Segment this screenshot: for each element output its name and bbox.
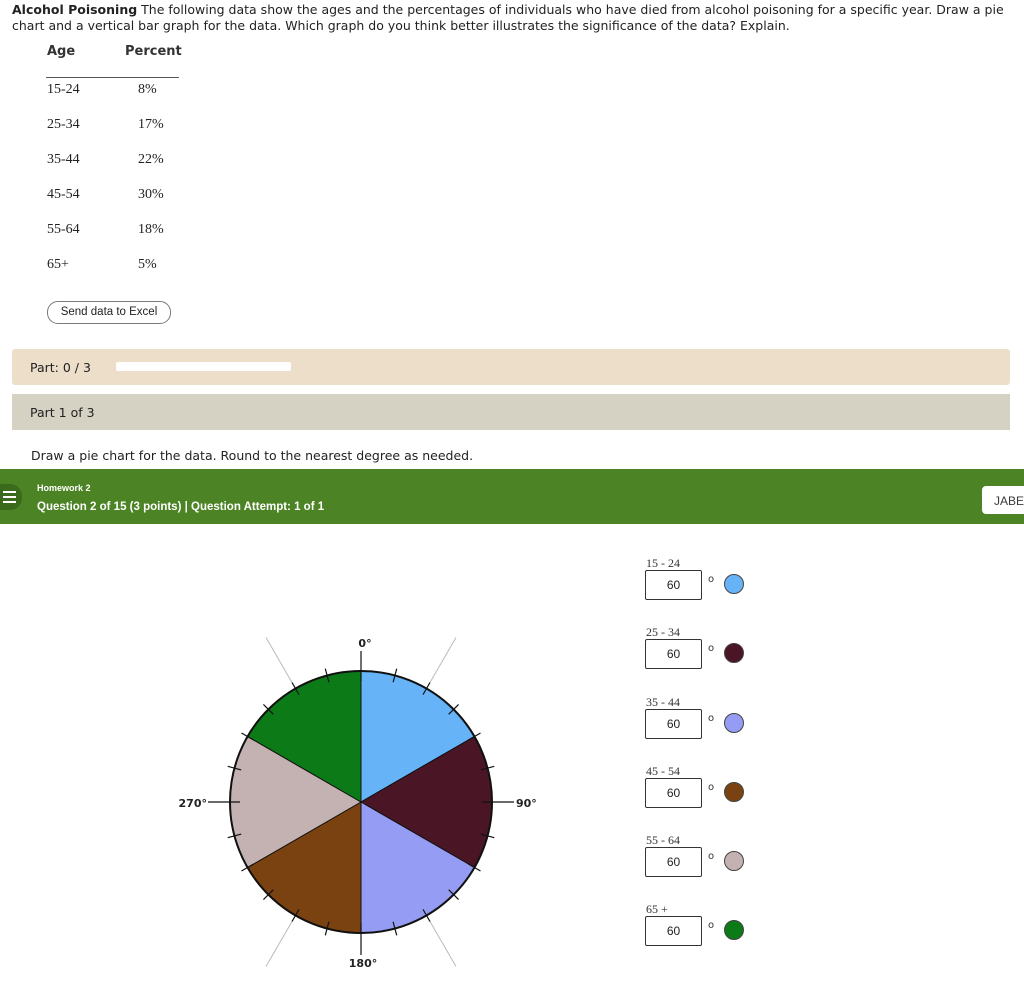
progress-track [116,362,291,371]
send-to-excel-button[interactable]: Send data to Excel [47,301,171,324]
menu-icon-line [3,496,16,498]
part-status [30,360,91,375]
percent-cell: 17% [138,117,164,132]
percent-cell: 30% [138,187,164,202]
problem-text: The following data show the ages and the percentages of individuals who have died from alcohol poisoning for a specific year. Draw a pie chart and a vertical bar graph for the data. Which graph do you think better illustrates the significance of the data? Explain. [12,2,1004,33]
legend-label: 25 - 34 [646,625,680,639]
age-cell: 35-44 [47,152,80,167]
color-swatch[interactable] [724,713,744,733]
part-header-label: Part 1 of 3 [30,405,95,420]
degree-input[interactable]: 60 [645,778,702,808]
color-swatch[interactable] [724,574,744,594]
legend-label: 45 - 54 [646,764,680,778]
menu-icon-line [3,501,16,503]
age-cell: 45-54 [47,187,80,202]
part-status-label: Part: [30,360,59,375]
legend-label: 15 - 24 [646,556,680,570]
degree-input[interactable]: 60 [645,639,702,669]
percent-cell: 5% [138,257,157,272]
degree-symbol: o [708,643,715,654]
degree-symbol: o [708,920,715,931]
user-menu-button[interactable]: JABE [982,486,1024,514]
degree-input[interactable]: 60 [645,709,702,739]
pie-chart-tool[interactable] [150,630,570,970]
legend-label: 55 - 64 [646,833,680,847]
axis-label-0: 0° [358,637,372,650]
problem-title: Alcohol Poisoning [12,2,138,17]
table-header-percent: Percent [125,44,182,59]
color-swatch[interactable] [724,851,744,871]
assignment-header [0,469,1024,524]
color-swatch[interactable] [724,782,744,802]
part-status-value: 0 / 3 [62,360,91,375]
axis-label-270: 270° [178,797,207,810]
percent-cell: 22% [138,152,164,167]
age-cell: 15-24 [47,82,80,97]
menu-icon [3,491,16,493]
legend-label: 65 + [646,902,668,916]
color-swatch[interactable] [724,920,744,940]
axis-label-180: 180° [348,957,378,970]
percent-cell: 8% [138,82,157,97]
degree-symbol: o [708,851,715,862]
menu-button[interactable] [0,484,22,510]
degree-input[interactable]: 60 [645,570,702,600]
degree-input[interactable]: 60 [645,847,702,877]
problem-statement [12,2,1012,34]
part-progress-bar [12,349,1010,385]
homework-title: Homework 2 [37,483,91,493]
degree-symbol: o [708,782,715,793]
color-swatch[interactable] [724,643,744,663]
degree-input[interactable]: 60 [645,916,702,946]
part-header [12,394,1010,430]
age-cell: 55-64 [47,222,80,237]
degree-symbol: o [708,574,715,585]
degree-symbol: o [708,713,715,724]
age-cell: 65+ [47,257,69,272]
legend-label: 35 - 44 [646,695,680,709]
percent-cell: 18% [138,222,164,237]
instruction-text: Draw a pie chart for the data. Round to the nearest degree as needed. [31,448,474,463]
question-info: Question 2 of 15 (3 points) | Question Attempt: 1 of 1 [37,501,325,513]
age-cell: 25-34 [47,117,80,132]
axis-label-90: 90° [516,797,537,810]
table-header-age: Age [47,44,76,59]
table-header-divider [46,77,179,78]
